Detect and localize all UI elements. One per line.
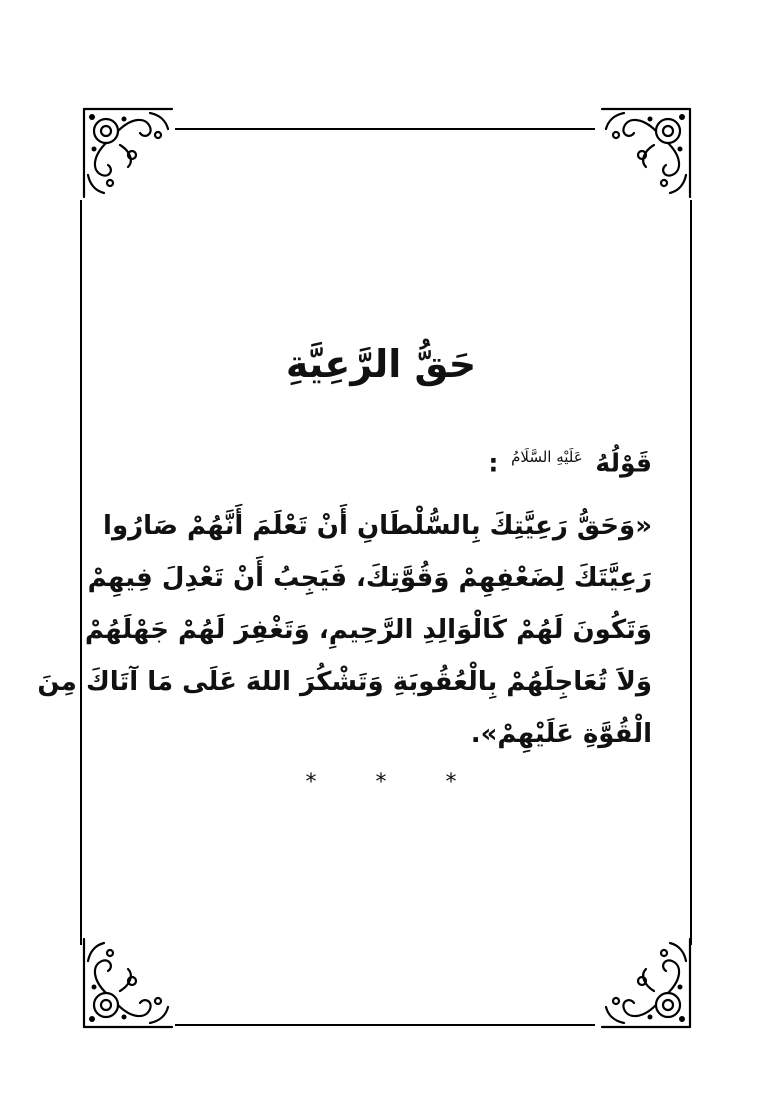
- frame-bottom-line: [175, 1024, 595, 1026]
- frame-right-line: [690, 200, 692, 945]
- bottom-right-corner-ornament-icon: [598, 935, 694, 1031]
- section-separator: * * *: [305, 770, 483, 795]
- frame-left-line: [80, 200, 82, 945]
- quote-line: «وَحَقُّ رَعِيَّتِكَ بِالسُّلْطَانِ أَنْ تَعْلَمَ أَنَّهُمْ صَارُوا: [103, 511, 652, 541]
- intro-colon: :: [488, 448, 499, 478]
- top-right-corner-ornament-icon: [598, 105, 694, 201]
- honorific-ligature: عَلَيْهِ السَّلَامُ: [511, 448, 583, 466]
- top-left-corner-ornament-icon: [80, 105, 176, 201]
- intro-line: [488, 448, 652, 477]
- quote-line: رَعِيَّتَكَ لِضَعْفِهِمْ وَقُوَّتِكَ، فَيَجِبُ أَنْ تَعْدِلَ فِيهِمْ: [87, 563, 652, 593]
- frame-top-line: [175, 128, 595, 130]
- quote-body: [37, 500, 652, 760]
- quote-line: الْقُوَّةِ عَلَيْهِمْ».: [470, 719, 652, 749]
- quote-line: وَلاَ تُعَاجِلَهُمْ بِالْعُقُوبَةِ وَتَشْكُرَ اللهَ عَلَى مَا آتَاكَ مِنَ: [37, 667, 652, 697]
- intro-label: قَوْلُهُ: [595, 448, 652, 478]
- page-title: حَقُّ الرَّعِيَّةِ: [285, 342, 477, 386]
- bottom-left-corner-ornament-icon: [80, 935, 176, 1031]
- quote-line: وَتَكُونَ لَهُمْ كَالْوَالِدِ الرَّحِيمِ، وَتَغْفِرَ لَهُمْ جَهْلَهُمْ: [84, 615, 652, 645]
